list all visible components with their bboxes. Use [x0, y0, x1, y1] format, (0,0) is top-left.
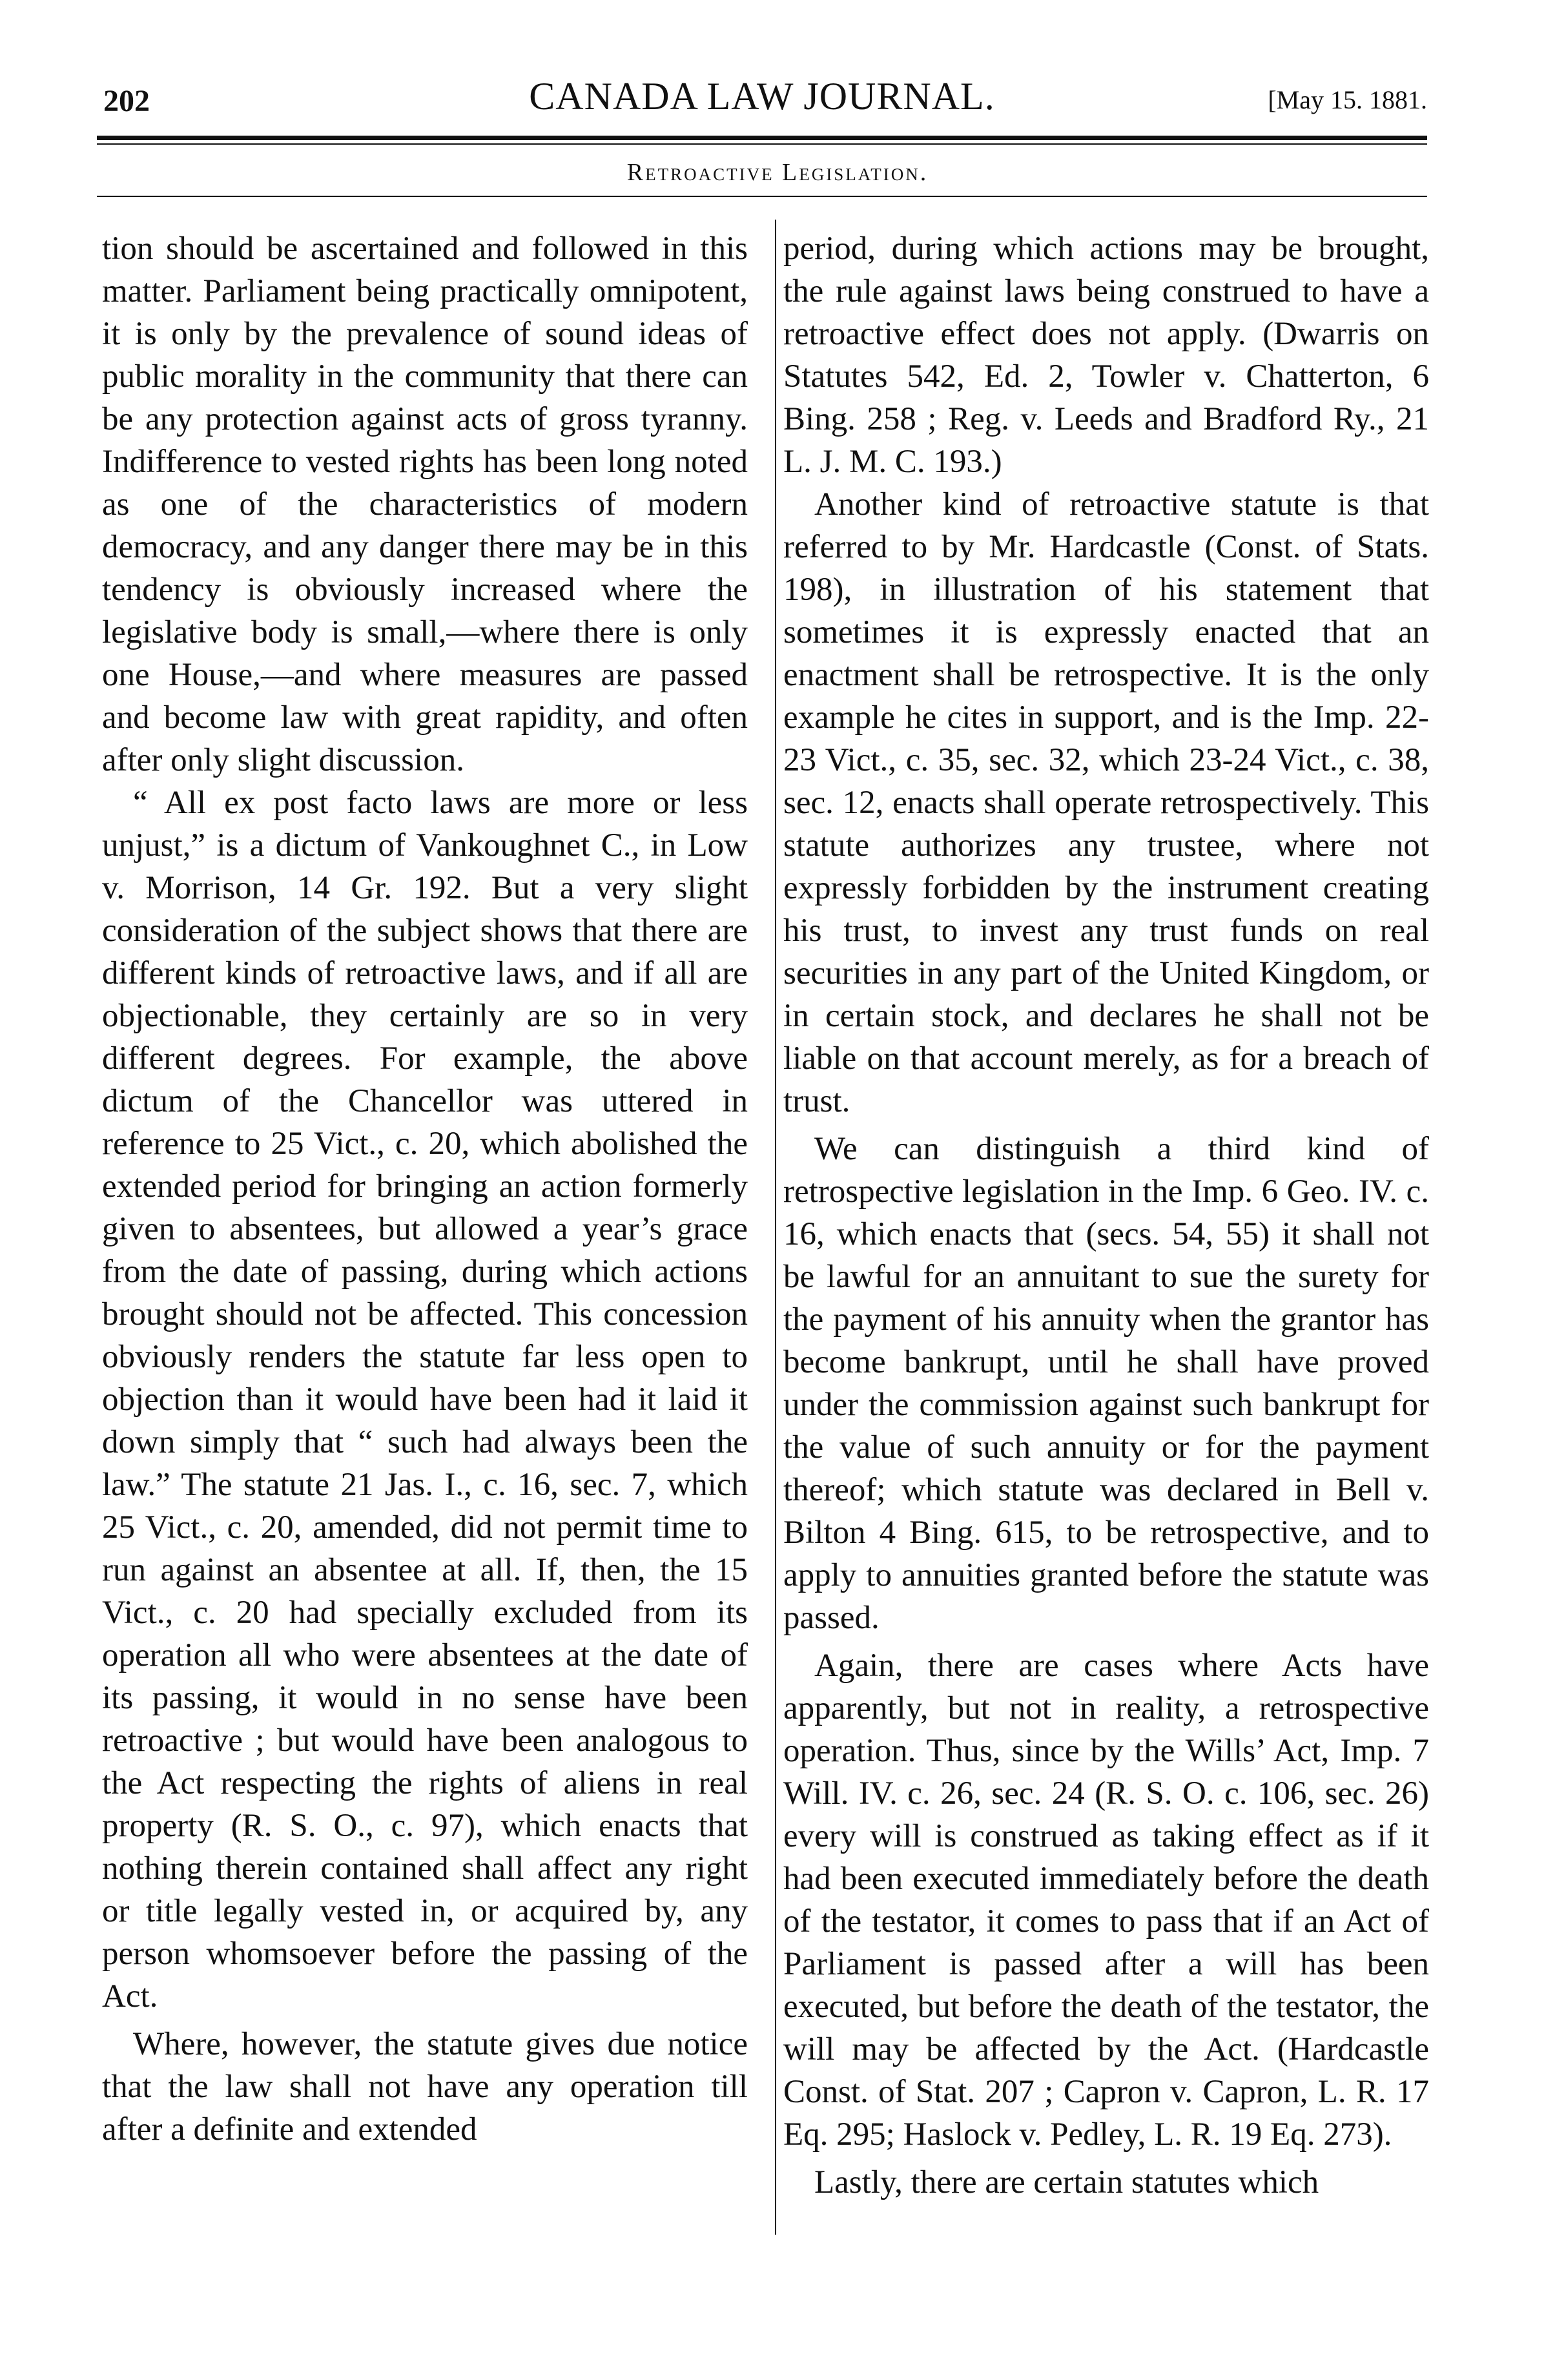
left-column	[102, 227, 748, 2151]
journal-title: CANADA LAW JOURNAL.	[529, 75, 995, 118]
section-rule	[97, 196, 1427, 197]
issue-date: [May 15. 1881.	[1268, 85, 1427, 114]
header-rule-thick	[97, 136, 1427, 140]
right-paragraph-4: Again, there are cases where Acts have apparently, but not in reality, a retrospective operation. Thus, since by the Wills’ Act, Imp. 7 Will. IV. c. 26, sec. 24 (R. S. O. c. 106, sec. 26) every will is construed as taking effect as if it had been executed immediately before the death of the testator, it comes to pass that if an Act of Parliament is passed after a will has been executed, but before the death of the testator, the will may be affected by the Act. (Hardcastle Const. of Stat. 207 ; Capron v. Capron, L. R. 17 Eq. 295; Haslock v. Pedley, L. R. 19 Eq. 273).	[783, 1648, 1429, 2153]
page-number: 202	[103, 84, 150, 118]
column-divider	[775, 220, 776, 2235]
left-paragraph-3: Where, however, the statute gives due notice that the law shall not have any operation till after a definite and extended	[102, 2026, 748, 2147]
left-paragraph-2: “ All ex post facto laws are more or less unjust,” is a dictum of Vankoughnet C., in Low v. Morrison, 14 Gr. 192. But a very slight consideration of the subject shows that there are different kinds of retroactive laws, and if all are objectionable, they certainly are so in very different degrees. For example, the above dictum of the Chancellor was uttered in reference to 25 Vict., c. 20, which abolished the extended period for bringing an action formerly given to absentees, but allowed a year’s grace from the date of passing, during which actions brought should not be affected. This concession obviously renders the statute far less open to objection than it would have been had it laid it down simply that “ such had always been the law.” The statute 21 Jas. I., c. 16, sec. 7, which 25 Vict., c. 20, amended, did not permit time to run against an absentee at all. If, then, the 15 Vict., c. 20 had specially excluded from its operation all who were absentees at the date of its passing, it would in no sense have been retroactive ; but would have been analogous to the Act respecting the rights of aliens in real property (R. S. O., c. 97), which enacts that nothing therein contained shall affect any right or title legally vested in, or acquired by, any person whomsoever before the passing of the Act.	[102, 785, 748, 2014]
right-column	[783, 227, 1429, 2204]
right-paragraph-3: We can distinguish a third kind of retrospective legislation in the Imp. 6 Geo. IV. c. 16, which enacts that (secs. 54, 55) it shall not be lawful for an annuitant to sue the surety for the payment of his annuity when the grantor has become bankrupt, until he shall have proved under the commission against such bankrupt for the value of such annuity or for the payment thereof; which statute was declared in Bell v. Bilton 4 Bing. 615, to be retrospective, and to apply to annuities granted before the statute was passed.	[783, 1131, 1429, 1636]
right-paragraph-5: Lastly, there are certain statutes which	[814, 2164, 1319, 2200]
page-header	[97, 74, 1427, 126]
section-title: Retroactive Legislation.	[626, 159, 929, 186]
left-paragraph-1: tion should be ascertained and followed in this matter. Parliament being practically omnipotent, it is only by the prevalence of sound ideas of public morality in the community that there can be any protection against acts of gross tyranny. Indifference to vested rights has been long noted as one of the characteristics of modern democracy, and any danger there may be in this tendency is obviously increased where the legislative body is small,—where there is only one House,—and where measures are passed and become law with great rapidity, and often after only slight discussion.	[102, 231, 748, 778]
header-rule-thin	[97, 143, 1427, 145]
right-paragraph-1: period, during which actions may be brought, the rule against laws being construed to have a retroactive effect does not apply. (Dwarris on Statutes 542, Ed. 2, Towler v. Chatterton, 6 Bing. 258 ; Reg. v. Leeds and Bradford Ry., 21 L. J. M. C. 193.)	[783, 231, 1429, 480]
right-paragraph-2: Another kind of retroactive statute is that referred to by Mr. Hardcastle (Const. of Stats. 198), in illustration of his statement that sometimes it is expressly enacted that an enactment shall be retrospective. It is the only example he cites in support, and is the Imp. 22-23 Vict., c. 35, sec. 32, which 23-24 Vict., c. 38, sec. 12, enacts shall operate retrospectively. This statute authorizes any trustee, where not expressly forbidden by the instrument creating his trust, to invest any trust funds on real securities in any part of the United Kingdom, or in certain stock, and declares he shall not be liable on that account merely, as for a breach of trust.	[783, 486, 1429, 1119]
